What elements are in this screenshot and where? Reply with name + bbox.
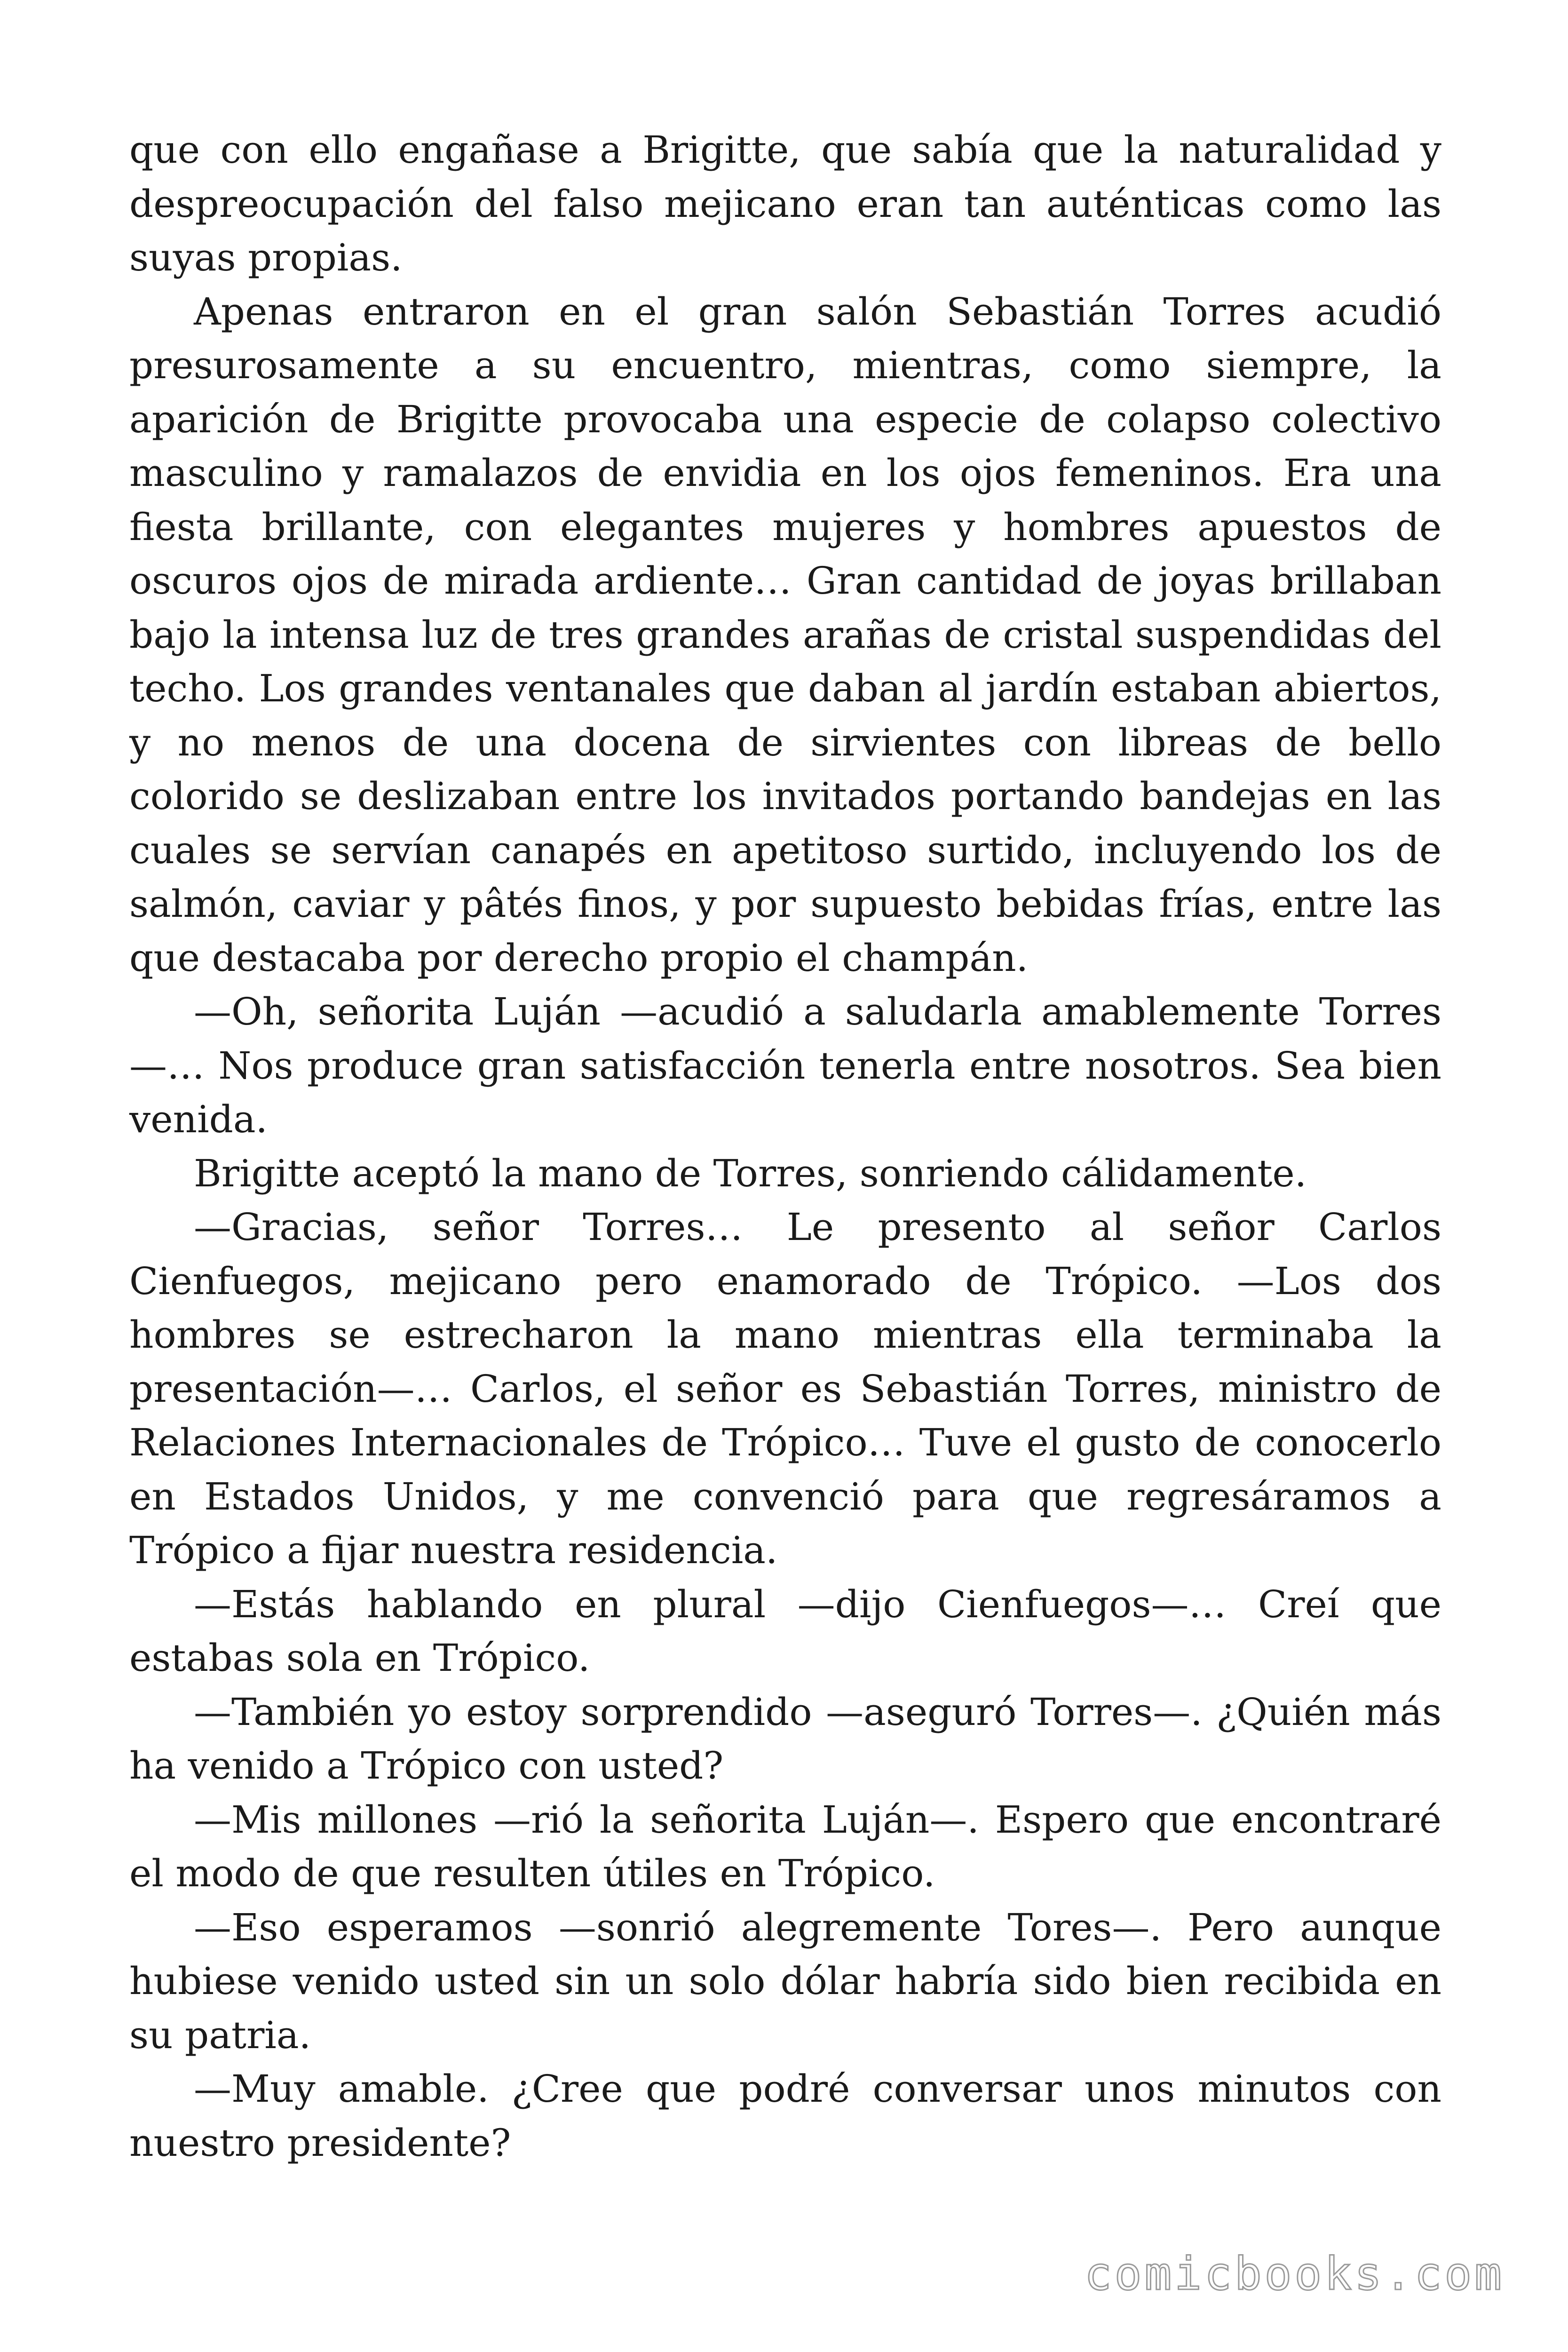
paragraph-1: que con ello engañase a Brigitte, que sabía que la naturalidad y despreocupación del falso mejicano eran tan auténticas como las suyas propias. (129, 128, 1441, 279)
paragraph-10: —Muy amable. ¿Cree que podré conversar unos minutos con nuestro presidente? (129, 2067, 1441, 2165)
paragraph-4: Brigitte aceptó la mano de Torres, sonriendo cálidamente. (194, 1151, 1307, 1195)
paragraph-3: —Oh, señorita Luján —acudió a saludarla amablemente Torres —… Nos produce gran satisfacción tenerla entre nosotros. Sea bien venida. (129, 990, 1441, 1141)
page-body (129, 123, 1441, 2170)
paragraph-9: —Eso esperamos —sonrió alegremente Tores—. Pero aunque hubiese venido usted sin un solo dólar habría sido bien recibida en su patria. (129, 1905, 1441, 2057)
paragraph-6: —Estás hablando en plural —dijo Cienfuegos—… Creí que estabas sola en Trópico. (129, 1582, 1441, 1680)
paragraph-5: —Gracias, señor Torres… Le presento al señor Carlos Cienfuegos, mejicano pero enamorado de Trópico. —Los dos hombres se estrecharon la mano mientras ella terminaba la presentación—… Carlos, el señor es Sebastián Torres, ministro de Relaciones Internacionales de Trópico… Tuve el gusto de conocerlo en Estados Unidos, y me convenció para que regresáramos a Trópico a fijar nuestra residencia. (129, 1205, 1441, 1572)
watermark: comicbooks.com (1084, 2248, 1505, 2300)
paragraph-7: —También yo estoy sorprendido —aseguró Torres—. ¿Quién más ha venido a Trópico con usted? (129, 1690, 1441, 1788)
paragraph-8: —Mis millones —rió la señorita Luján—. Espero que encontraré el modo de que resulten útiles en Trópico. (129, 1797, 1441, 1895)
paragraph-2: Apenas entraron en el gran salón Sebastián Torres acudió presurosamente a su encuentro, mientras, como siempre, la aparición de Brigitte provocaba una especie de colapso colectivo masculino y ramalazos de envidia en los ojos femeninos. Era una fiesta brillante, con elegantes mujeres y hombres apuestos de oscuros ojos de mirada ardiente… Gran cantidad de joyas brillaban bajo la intensa luz de tres grandes arañas de cristal suspendidas del techo. Los grandes ventanales que daban al jardín estaban abiertos, y no menos de una docena de sirvientes con libreas de bello colorido se deslizaban entre los invitados portando bandejas en las cuales se servían canapés en apetitoso surtido, incluyendo los de salmón, caviar y pâtés finos, y por supuesto bebidas frías, entre las que destacaba por derecho propio el champán. (129, 289, 1441, 980)
